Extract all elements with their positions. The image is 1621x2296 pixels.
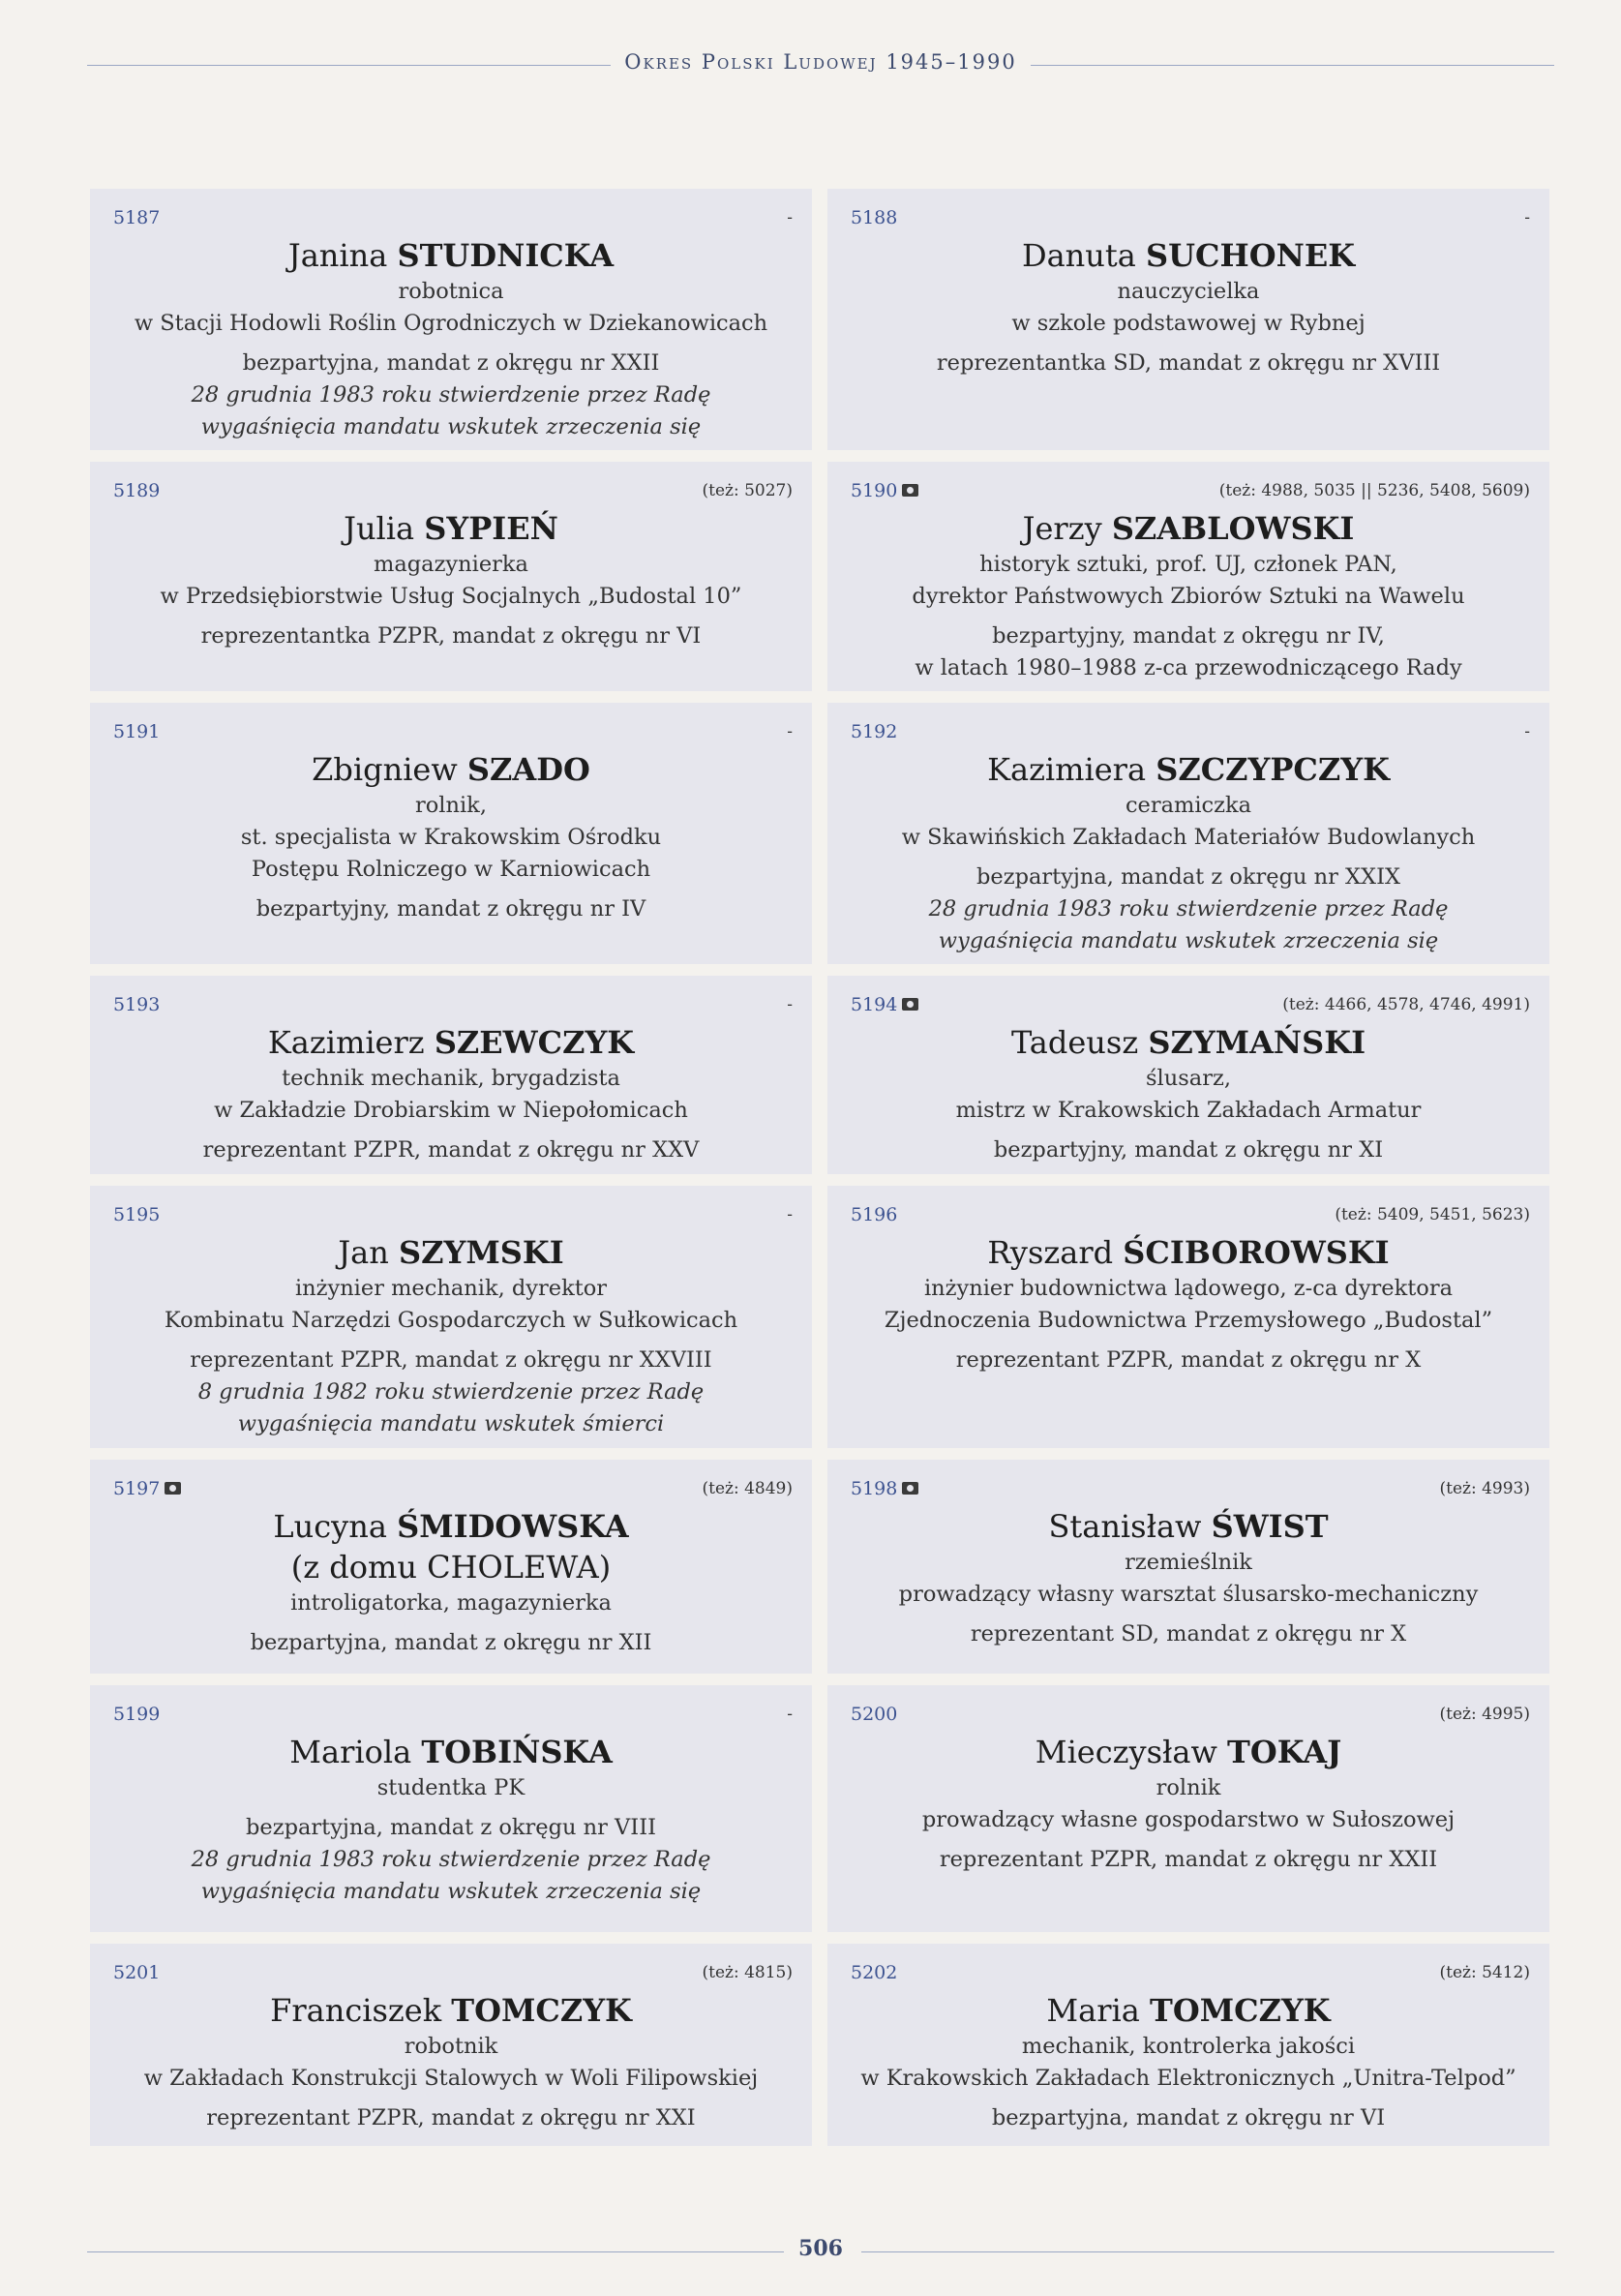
occupation-line: Kombinatu Narzędzi Gospodarczych w Sułkowicach <box>164 1308 738 1333</box>
entry-number <box>851 1473 918 1505</box>
occupation-line: w Skawińskich Zakładach Materiałów Budowlanych <box>901 825 1476 850</box>
first-name: Julia <box>344 510 415 547</box>
entry-card <box>827 976 1549 1174</box>
occupation-line: dyrektor Państwowych Zbiorów Sztuki na Wawelu <box>912 584 1465 609</box>
occupation-line: Zjednoczenia Budownictwa Przemysłowego „Budostal” <box>884 1308 1493 1333</box>
first-name: Zbigniew <box>312 751 458 788</box>
last-name: TOBIŃSKA <box>421 1734 613 1770</box>
entry-body <box>109 1232 793 1440</box>
entry-card <box>90 1186 812 1448</box>
occupation-line: st. specjalista w Krakowskim Ośrodku <box>240 825 662 850</box>
entry-body <box>847 235 1530 379</box>
entry-card <box>827 1944 1549 2146</box>
entry-body <box>109 1990 793 2134</box>
entry-card <box>827 1460 1549 1674</box>
occupation-line: rolnik, <box>415 793 487 818</box>
entry-number <box>113 475 160 507</box>
entry-number <box>113 1699 160 1731</box>
entry-card <box>827 1685 1549 1932</box>
person-name <box>109 1990 793 2031</box>
mandate-line: reprezentant PZPR, mandat z okręgu nr XXVIII <box>190 1347 712 1373</box>
entry-crossref: (też: 4995) <box>1439 1705 1530 1724</box>
first-name: Mariola <box>289 1734 412 1770</box>
entry-number-text: 5190 <box>851 480 898 501</box>
person-name <box>109 1232 793 1273</box>
mandate-line: w latach 1980–1988 z-ca przewodniczącego Rady <box>915 655 1462 680</box>
mandate-line: bezpartyjny, mandat z okręgu nr XI <box>993 1137 1384 1163</box>
entry-body <box>847 1990 1530 2134</box>
first-name: Ryszard <box>987 1234 1114 1271</box>
entry-number <box>113 202 160 234</box>
entry-crossref: - <box>787 1705 793 1724</box>
entry-number-text: 5194 <box>851 994 898 1015</box>
entry-card <box>90 189 812 450</box>
entry-crossref: (też: 4993) <box>1439 1479 1530 1498</box>
running-header <box>87 50 1554 79</box>
page-footer <box>87 2236 1554 2265</box>
entry-body <box>109 508 793 652</box>
first-name: Jan <box>338 1234 389 1271</box>
occupation-line: robotnica <box>398 279 504 304</box>
person-name <box>847 1506 1530 1547</box>
last-name: SZCZYPCZYK <box>1156 751 1390 788</box>
entry-number <box>851 202 897 234</box>
entry-body <box>847 1732 1530 1876</box>
entry-crossref: (też: 4466, 4578, 4746, 4991) <box>1282 995 1530 1014</box>
occupation-line: robotnik <box>404 2034 498 2059</box>
entry-crossref: (też: 5412) <box>1439 1963 1530 1982</box>
camera-icon <box>902 998 918 1011</box>
entry-crossref: (też: 5027) <box>702 481 793 500</box>
person-name <box>847 749 1530 790</box>
entry-card <box>827 1186 1549 1448</box>
mandate-line: bezpartyjna, mandat z okręgu nr VI <box>991 2105 1386 2130</box>
person-name <box>109 508 793 549</box>
entry-number-text: 5189 <box>113 480 161 501</box>
note-line: 8 grudnia 1982 roku stwierdzenie przez Radę <box>197 1379 705 1405</box>
note-line: 28 grudnia 1983 roku stwierdzenie przez Radę <box>928 896 1449 921</box>
entry-number-text: 5197 <box>113 1478 161 1499</box>
occupation-line: mechanik, kontrolerka jakości <box>1021 2034 1356 2059</box>
first-name: Jerzy <box>1022 510 1102 547</box>
entry-crossref: - <box>787 722 793 741</box>
entry-number-text: 5198 <box>851 1478 898 1499</box>
entry-body <box>109 1506 793 1659</box>
entry-crossref: - <box>787 208 793 227</box>
occupation-line: magazynierka <box>374 552 528 577</box>
last-name: SZEWCZYK <box>434 1024 635 1061</box>
person-name <box>847 1022 1530 1063</box>
entry-card <box>90 1685 812 1932</box>
entry-number-text: 5200 <box>851 1704 898 1725</box>
occupation-line: w Zakładzie Drobiarskim w Niepołomicach <box>214 1098 688 1123</box>
entry-card <box>90 1944 812 2146</box>
entry-card <box>90 703 812 964</box>
occupation-line: inżynier mechanik, dyrektor <box>294 1276 608 1301</box>
first-name: Kazimiera <box>987 751 1147 788</box>
entry-crossref: (też: 4815) <box>702 1963 793 1982</box>
entry-number-text: 5202 <box>851 1962 898 1983</box>
last-name: SZADO <box>466 751 590 788</box>
entry-card <box>90 1460 812 1674</box>
first-name: Stanisław <box>1048 1508 1202 1545</box>
entry-number <box>851 1199 897 1231</box>
occupation-line: introligatorka, magazynierka <box>290 1590 612 1616</box>
first-name: Franciszek <box>270 1992 442 2029</box>
mandate-line: reprezentant PZPR, mandat z okręgu nr XXV <box>202 1137 700 1163</box>
occupation-line: inżynier budownictwa lądowego, z-ca dyrektora <box>923 1276 1453 1301</box>
mandate-line: bezpartyjna, mandat z okręgu nr XII <box>250 1630 652 1655</box>
entry-card <box>90 462 812 691</box>
note-line: wygaśnięcia mandatu wskutek śmierci <box>237 1411 665 1436</box>
entry-number-text: 5201 <box>113 1962 161 1983</box>
entry-crossref: (też: 5409, 5451, 5623) <box>1335 1205 1530 1224</box>
entry-number-text: 5195 <box>113 1204 161 1225</box>
person-name <box>847 1232 1530 1273</box>
occupation-line: technik mechanik, brygadzista <box>282 1066 620 1091</box>
mandate-line: reprezentantka PZPR, mandat z okręgu nr VI <box>200 623 702 649</box>
last-name: ŚMIDOWSKA <box>397 1508 629 1545</box>
note-line: 28 grudnia 1983 roku stwierdzenie przez Radę <box>191 1847 711 1872</box>
last-name: SZYMSKI <box>399 1234 564 1271</box>
first-name: Lucyna <box>273 1508 387 1545</box>
last-name: ŚWIST <box>1211 1508 1329 1545</box>
person-name <box>847 508 1530 549</box>
occupation-line: nauczycielka <box>1117 279 1260 304</box>
entry-body <box>109 235 793 443</box>
entry-number-text: 5193 <box>113 994 161 1015</box>
note-line: 28 grudnia 1983 roku stwierdzenie przez Radę <box>191 382 711 408</box>
entry-crossref: (też: 4988, 5035 || 5236, 5408, 5609) <box>1218 481 1530 500</box>
entry-number-text: 5192 <box>851 721 898 742</box>
first-name: Janina <box>287 237 388 274</box>
entry-number <box>113 716 160 748</box>
mandate-line: reprezentant PZPR, mandat z okręgu nr XXI <box>206 2105 696 2130</box>
entry-number-text: 5199 <box>113 1704 161 1725</box>
person-name <box>109 1732 793 1772</box>
page-number: 506 <box>798 2236 843 2261</box>
entry-body <box>847 508 1530 684</box>
entry-number <box>113 1473 181 1505</box>
occupation-line: ceramiczka <box>1125 793 1252 818</box>
person-name <box>847 1990 1530 2031</box>
last-name: SZABLOWSKI <box>1111 510 1355 547</box>
camera-icon <box>902 1482 918 1495</box>
last-name: STUDNICKA <box>397 237 615 274</box>
entry-number <box>851 716 897 748</box>
entry-number <box>851 989 918 1021</box>
first-name: Tadeusz <box>1010 1024 1139 1061</box>
mandate-line: reprezentantka SD, mandat z okręgu nr XVIII <box>936 350 1441 376</box>
entry-crossref: - <box>1524 722 1530 741</box>
entry-card <box>827 189 1549 450</box>
entry-body <box>847 1232 1530 1376</box>
person-name <box>109 235 793 276</box>
mandate-line: bezpartyjna, mandat z okręgu nr XXII <box>242 350 660 376</box>
last-name: SYPIEŃ <box>424 510 558 547</box>
person-name <box>109 1506 793 1547</box>
entry-number <box>113 989 160 1021</box>
occupation-line: w Stacji Hodowli Roślin Ogrodniczych w Dziekanowicach <box>134 311 768 336</box>
person-name <box>847 235 1530 276</box>
entry-crossref: (też: 4849) <box>702 1479 793 1498</box>
entries-grid <box>90 189 1549 2146</box>
entry-number <box>113 1957 160 1989</box>
occupation-line: prowadzący własne gospodarstwo w Sułoszowej <box>921 1807 1456 1832</box>
entry-number <box>113 1199 160 1231</box>
entry-card <box>90 976 812 1174</box>
occupation-line: Postępu Rolniczego w Karniowicach <box>251 857 651 882</box>
maiden-name: (z domu CHOLEWA) <box>290 1549 612 1586</box>
occupation-line: w szkole podstawowej w Rybnej <box>1011 311 1366 336</box>
person-name <box>109 1022 793 1063</box>
last-name: TOKAJ <box>1227 1734 1342 1770</box>
person-name <box>847 1732 1530 1772</box>
entry-body <box>109 749 793 925</box>
entry-body <box>847 749 1530 957</box>
entry-number <box>851 1957 897 1989</box>
last-name: TOMCZYK <box>451 1992 632 2029</box>
last-name: SUCHONEK <box>1146 237 1356 274</box>
entry-number <box>851 475 918 507</box>
mandate-line: reprezentant SD, mandat z okręgu nr X <box>970 1621 1407 1646</box>
entry-crossref: - <box>787 1205 793 1224</box>
entry-number-text: 5191 <box>113 721 161 742</box>
mandate-line: reprezentant PZPR, mandat z okręgu nr XXII <box>939 1847 1438 1872</box>
entry-body <box>109 1732 793 1908</box>
occupation-line: historyk sztuki, prof. UJ, członek PAN, <box>979 552 1397 577</box>
entry-card <box>827 462 1549 691</box>
occupation-line: prowadzący własny warsztat ślusarsko-mechaniczny <box>898 1582 1479 1607</box>
occupation-line: rolnik <box>1156 1775 1221 1800</box>
header-title: Okres Polski Ludowej 1945–1990 <box>611 50 1030 74</box>
entry-card <box>827 703 1549 964</box>
last-name: SZYMAŃSKI <box>1148 1024 1366 1061</box>
occupation-line: w Przedsiębiorstwie Usług Socjalnych „Budostal 10” <box>160 584 742 609</box>
first-name: Kazimierz <box>267 1024 425 1061</box>
entry-body <box>847 1022 1530 1166</box>
first-name: Mieczysław <box>1035 1734 1217 1770</box>
entry-body <box>109 1022 793 1166</box>
entry-crossref: - <box>787 995 793 1014</box>
entry-number-text: 5188 <box>851 207 898 228</box>
mandate-line: reprezentant PZPR, mandat z okręgu nr X <box>955 1347 1422 1373</box>
mandate-line: bezpartyjny, mandat z okręgu nr IV, <box>992 623 1385 649</box>
note-line: wygaśnięcia mandatu wskutek zrzeczenia się <box>938 928 1439 953</box>
header-title-wrap <box>87 50 1554 74</box>
mandate-line: bezpartyjny, mandat z okręgu nr IV <box>255 896 646 921</box>
occupation-line: mistrz w Krakowskich Zakładach Armatur <box>955 1098 1422 1123</box>
last-name: ŚCIBOROWSKI <box>1123 1234 1390 1271</box>
occupation-line: studentka PK <box>376 1775 525 1800</box>
camera-icon <box>902 484 918 497</box>
person-name <box>109 749 793 790</box>
first-name: Maria <box>1046 1992 1140 2029</box>
occupation-line: ślusarz, <box>1146 1066 1231 1091</box>
first-name: Danuta <box>1021 237 1136 274</box>
entry-body <box>847 1506 1530 1650</box>
entry-crossref: - <box>1524 208 1530 227</box>
occupation-line: w Zakładach Konstrukcji Stalowych w Woli Filipowskiej <box>143 2066 759 2091</box>
entry-number <box>851 1699 897 1731</box>
note-line: wygaśnięcia mandatu wskutek zrzeczenia się <box>200 1879 702 1904</box>
occupation-line: w Krakowskich Zakładach Elektronicznych „Unitra-Telpod” <box>860 2066 1516 2091</box>
note-line: wygaśnięcia mandatu wskutek zrzeczenia się <box>200 414 702 439</box>
entry-number-text: 5196 <box>851 1204 898 1225</box>
mandate-line: bezpartyjna, mandat z okręgu nr VIII <box>246 1815 656 1840</box>
entry-number-text: 5187 <box>113 207 161 228</box>
occupation-line: rzemieślnik <box>1125 1550 1252 1575</box>
camera-icon <box>165 1482 181 1495</box>
mandate-line: bezpartyjna, mandat z okręgu nr XXIX <box>976 864 1400 890</box>
last-name: TOMCZYK <box>1150 1992 1331 2029</box>
